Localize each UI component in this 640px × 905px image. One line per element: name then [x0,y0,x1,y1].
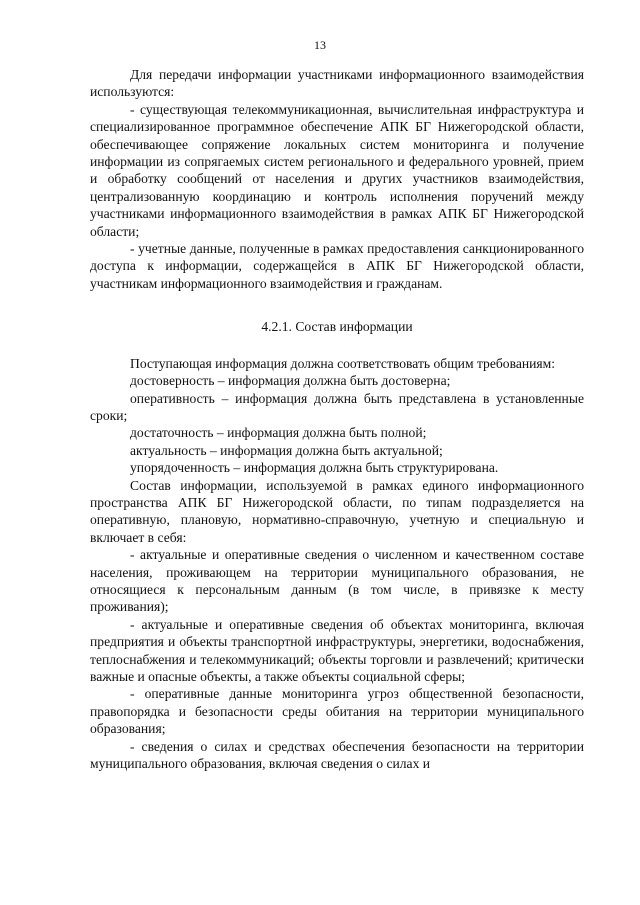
intro-list-item: - учетные данные, полученные в рамках предоставления санкционированного доступа к информации, содержащейся в АПК БГ Нижегородской области, участникам информационного взаимодействия и гражданам. [90,241,584,291]
composition-item: - актуальные и оперативные сведения о численном и качественном составе населения, проживающем на территории муниципального образования, не относящиеся к персональным данным (в том числе, в привязке к месту проживания); [90,547,584,615]
requirement-item: достаточность – информация должна быть полной; [130,425,427,441]
requirement-item: актуальность – информация должна быть актуальной; [130,442,443,458]
requirements-intro: Поступающая информация должна соответствовать общим требованиям: [130,355,556,371]
document-body [90,66,584,772]
requirement-item: оперативность – информация должна быть представлена в установленные сроки; [90,390,584,423]
intro-list-item: - существующая телекоммуникационная, вычислительная инфраструктура и специализированное программное обеспечение АПК БГ Нижегородской области, обеспечивающее сопряжение локальных систем мониторинга и получение информации из сопрягаемых систем регионального и федерального уровней, прием и обработку сообщений от населения и других участников взаимодействия, централизованную координацию и контроль исполнения поручений между участниками информационного взаимодействия в рамках АПК БГ Нижегородской области; [90,101,584,239]
composition-item: - оперативные данные мониторинга угроз общественной безопасности, правопорядка и безопасности среды обитания на территории муниципального образования; [90,686,584,737]
composition-item: - сведения о силах и средствах обеспечения безопасности на территории муниципального образования, включая сведения о силах и [90,738,584,772]
composition-intro: Состав информации, используемой в рамках единого информационного пространства АПК БГ Нижегородской области, по типам подразделяется на оперативную, плановую, нормативно-справочную, учетную и специальную и включает в себя: [90,477,584,545]
section-heading: 4.2.1. Состав информации [261,319,413,335]
page-number: 13 [314,38,326,52]
requirement-item: достоверность – информация должна быть достоверна; [130,373,451,389]
composition-item: - актуальные и оперативные сведения об объектах мониторинга, включая предприятия и объекты транспортной инфраструктуры, энергетики, водоснабжения, теплоснабжения и телекоммуникаций; объекты торговли и развлечений; критически важные и опасные объекты, а также объекты социальной сферы; [90,616,584,684]
intro-paragraph: Для передачи информации участниками информационного взаимодействия используются: [90,67,584,100]
requirement-item: упорядоченность – информация должна быть структурирована. [130,460,499,476]
